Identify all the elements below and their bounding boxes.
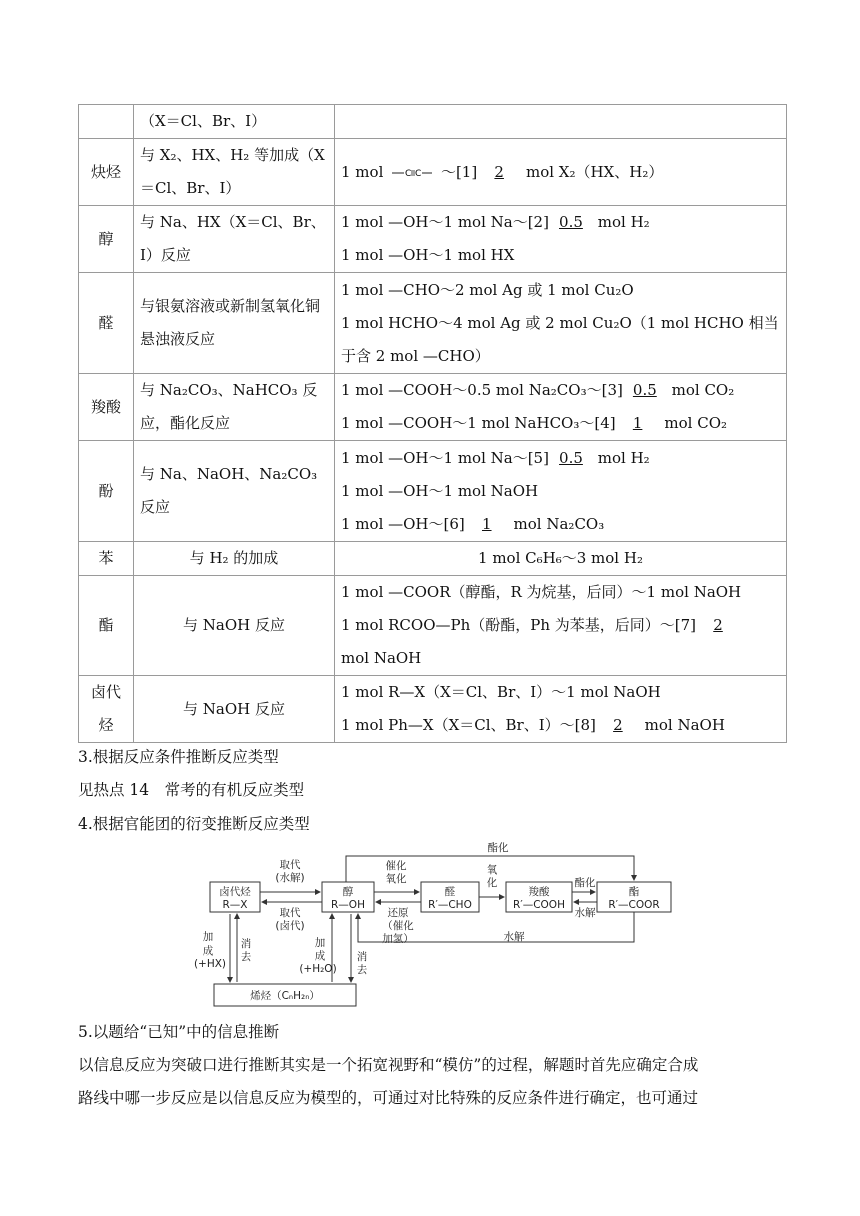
svg-text:催化: 催化 [385,860,407,872]
quantity-cell: 1 mol —CHO～2 mol Ag 或 1 mol Cu₂O 1 mol HCHO～4 mol Ag 或 2 mol Cu₂O（1 mol HCHO 相当 于含 2 mol —CHO） [335,273,787,374]
reaction-cell: （X＝Cl、Br、I） [134,105,335,139]
paragraph-line: 以信息反应为突破口进行推断其实是一个拓宽视野和“模仿”的过程，解题时首先应确定合成 [78,1056,699,1074]
svg-text:氧: 氧 [486,864,498,876]
reaction-cell: 与 Na、NaOH、Na₂CO₃ 反应 [134,441,335,542]
quantity-cell: 1 mol —OH～1 mol Na～[2] 0.5 mol H₂ 1 mol —OH～1 mol HX [335,206,787,273]
svg-text:氧化: 氧化 [385,873,407,885]
category-cell: 酯 [79,576,134,676]
svg-text:消: 消 [356,951,368,963]
answer-blank: 2 [494,162,504,181]
svg-text:（催化: （催化 [382,920,414,932]
answer-blank: 2 [613,716,623,734]
reaction-cell: 与银氨溶液或新制氢氧化铜悬浊液反应 [134,273,335,374]
category-cell: 羧酸 [79,374,134,441]
svg-text:化: 化 [486,877,498,889]
ester-formula: R′—COOR [608,899,660,911]
section-heading-3: 3.根据反应条件推断反应类型 [78,748,279,766]
answer-blank: 1 [632,414,643,432]
svg-text:消: 消 [240,938,252,950]
answer-blank: 0.5 [632,381,657,399]
svg-text:还原: 还原 [387,907,409,919]
functional-group-transformation-diagram [180,836,680,1012]
triple-bond-icon [390,167,434,179]
table-row [79,273,787,374]
svg-text:C: C [405,168,412,179]
category-cell: 炔烃 [79,139,134,206]
haloalkane-formula: R—X [222,899,248,911]
table-row [79,576,787,676]
section-heading-5: 5.以题给“已知”中的信息推断 [78,1023,280,1041]
category-cell: 卤代烃 [79,676,134,743]
acid-formula: R′—COOH [513,899,565,911]
reaction-cell: 与 H₂ 的加成 [134,542,335,576]
svg-text:(水解): (水解) [275,872,305,884]
section-heading-4: 4.根据官能团的衍变推断反应类型 [78,815,310,833]
answer-blank: 2 [713,616,723,634]
table-row [79,105,787,139]
table-row [79,542,787,576]
svg-text:(卤代): (卤代) [275,920,305,932]
quantity-cell: 1 mol —COOR（醇酯，R 为烷基，后同）～1 mol NaOH 1 mol RCOO—Ph（酚酯，Ph 为苯基，后同）～[7] 2 mol NaOH [335,576,787,676]
category-cell: 醛 [79,273,134,374]
reaction-cell: 与 Na、HX（X＝Cl、Br、I）反应 [134,206,335,273]
reaction-quantity-table [78,104,787,743]
svg-text:(+HX): (+HX) [193,958,227,970]
quantity-cell: 1 mol R—X（X＝Cl、Br、I）～1 mol NaOH 1 mol Ph—X（X＝Cl、Br、I）～[8] 2 mol NaOH [335,676,787,743]
svg-text:(+H₂O): (+H₂O) [299,963,337,975]
svg-text:去: 去 [356,964,368,976]
quantity-cell: 1 mol —COOH～0.5 mol Na₂CO₃～[3] 0.5 mol CO₂ 1 mol —COOH～1 mol NaHCO₃～[4] 1 mol CO₂ [335,374,787,441]
table-row [79,374,787,441]
svg-text:加: 加 [314,937,326,949]
svg-text:去: 去 [240,951,252,963]
svg-text:取代: 取代 [279,907,301,919]
reaction-cell: 与 X₂、HX、H₂ 等加成（X＝Cl、Br、I） [134,139,335,206]
svg-text:酯化: 酯化 [487,842,509,854]
paragraph-line: 路线中哪一步反应是以信息反应为模型的，可通过对比特殊的反应条件进行确定，也可通过 [78,1089,699,1107]
section-reference: 见热点 14 常考的有机反应类型 [78,781,305,799]
svg-text:加: 加 [202,931,214,943]
reaction-cell: 与 NaOH 反应 [134,576,335,676]
acid-label: 羧酸 [528,886,550,898]
svg-text:酯化: 酯化 [574,877,596,889]
alcohol-label: 醇 [342,886,354,898]
quantity-cell: 1 mol C C ～[1] 2 mol X₂（HX、H₂） [335,139,787,206]
table-row [79,441,787,542]
category-cell: 醇 [79,206,134,273]
quantity-cell: 1 mol C₆H₆～3 mol H₂ [335,542,787,576]
answer-blank: 0.5 [559,448,583,467]
category-cell: 苯 [79,542,134,576]
svg-text:C: C [415,168,422,179]
quantity-cell [335,105,787,139]
alcohol-formula: R—OH [331,899,365,911]
svg-text:成: 成 [314,950,326,962]
table-row [79,206,787,273]
category-cell [79,105,134,139]
svg-text:水解: 水解 [503,931,525,943]
svg-text:加氢）: 加氢） [382,933,414,945]
svg-text:取代: 取代 [279,859,301,871]
ester-label: 酯 [628,886,640,898]
answer-blank: 1 [481,514,492,533]
table-row [79,139,787,206]
alkene-label: 烯烃（CₙH₂ₙ） [250,990,320,1002]
svg-text:成: 成 [202,945,214,957]
table-row [79,676,787,743]
category-cell: 酚 [79,441,134,542]
aldehyde-label: 醛 [444,886,456,898]
answer-blank: 0.5 [559,213,583,231]
reaction-cell: 与 NaOH 反应 [134,676,335,743]
reaction-cell: 与 Na₂CO₃、NaHCO₃ 反应，酯化反应 [134,374,335,441]
haloalkane-label: 卤代烃 [219,886,251,898]
svg-text:水解: 水解 [574,907,596,919]
aldehyde-formula: R′—CHO [428,899,472,911]
quantity-cell: 1 mol —OH～1 mol Na～[5] 0.5 mol H₂ 1 mol —OH～1 mol NaOH 1 mol —OH～[6] 1 mol Na₂CO₃ [335,441,787,542]
